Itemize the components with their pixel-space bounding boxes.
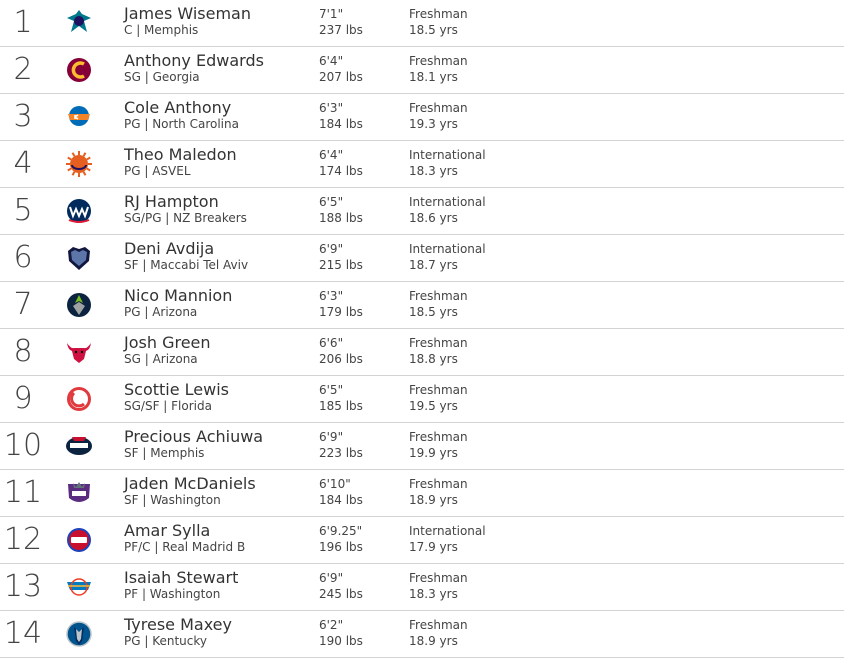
player-class: International [409, 242, 486, 256]
cavaliers-logo-icon [64, 55, 94, 85]
pick-number: 12 [3, 522, 43, 557]
pick-number: 3 [13, 99, 33, 134]
pick-number: 10 [3, 428, 43, 463]
player-age: 18.7 yrs [409, 258, 458, 272]
bulls-logo-icon [64, 337, 94, 367]
player-age: 19.5 yrs [409, 399, 458, 413]
pick-number: 5 [13, 193, 33, 228]
position-school: PF | Washington [124, 587, 221, 601]
player-age: 18.3 yrs [409, 587, 458, 601]
position-school: PF/C | Real Madrid B [124, 540, 246, 554]
weight: 215 lbs [319, 258, 363, 272]
height: 6'9" [319, 571, 344, 585]
draft-pick-row[interactable] [0, 282, 844, 329]
weight: 190 lbs [319, 634, 363, 648]
draft-pick-row[interactable] [0, 517, 844, 564]
mavericks-logo-icon [64, 619, 94, 649]
position-school: SG/PG | NZ Breakers [124, 211, 247, 225]
player-age: 19.3 yrs [409, 117, 458, 131]
player-name[interactable]: Nico Mannion [124, 286, 233, 305]
grizzlies-logo-icon [64, 243, 94, 273]
player-age: 18.9 yrs [409, 493, 458, 507]
draft-pick-row[interactable] [0, 0, 844, 47]
pick-number: 11 [3, 475, 43, 510]
draft-pick-row[interactable] [0, 423, 844, 470]
height: 6'4" [319, 54, 344, 68]
player-age: 17.9 yrs [409, 540, 458, 554]
draft-pick-row[interactable] [0, 47, 844, 94]
hornets-logo-icon [64, 8, 94, 38]
pistons-logo-icon [64, 525, 94, 555]
weight: 185 lbs [319, 399, 363, 413]
weight: 245 lbs [319, 587, 363, 601]
player-name[interactable]: RJ Hampton [124, 192, 219, 211]
height: 6'6" [319, 336, 344, 350]
height: 6'9.25" [319, 524, 363, 538]
weight: 188 lbs [319, 211, 363, 225]
height: 6'2" [319, 618, 344, 632]
player-age: 18.6 yrs [409, 211, 458, 225]
suns-logo-icon [64, 149, 94, 179]
pelicans-logo-icon [64, 431, 94, 461]
draft-pick-row[interactable] [0, 329, 844, 376]
player-class: Freshman [409, 289, 468, 303]
position-school: SG | Georgia [124, 70, 200, 84]
height: 7'1" [319, 7, 344, 21]
player-class: International [409, 195, 486, 209]
player-age: 18.5 yrs [409, 23, 458, 37]
height: 6'9" [319, 430, 344, 444]
knicks-logo-icon [64, 102, 94, 132]
position-school: SF | Maccabi Tel Aviv [124, 258, 249, 272]
player-name[interactable]: James Wiseman [124, 4, 251, 23]
weight: 206 lbs [319, 352, 363, 366]
player-age: 18.9 yrs [409, 634, 458, 648]
pick-number: 1 [13, 5, 33, 40]
draft-pick-row[interactable] [0, 94, 844, 141]
draft-pick-row[interactable] [0, 611, 844, 658]
draft-pick-row[interactable] [0, 188, 844, 235]
draft-pick-row[interactable] [0, 470, 844, 517]
player-class: Freshman [409, 571, 468, 585]
wizards-logo-icon [64, 196, 94, 226]
player-name[interactable]: Jaden McDaniels [124, 474, 256, 493]
pick-number: 8 [13, 334, 33, 369]
player-class: Freshman [409, 383, 468, 397]
player-age: 19.9 yrs [409, 446, 458, 460]
position-school: PG | North Carolina [124, 117, 239, 131]
position-school: SG/SF | Florida [124, 399, 212, 413]
player-age: 18.8 yrs [409, 352, 458, 366]
player-class: International [409, 524, 486, 538]
weight: 184 lbs [319, 117, 363, 131]
player-name[interactable]: Precious Achiuwa [124, 427, 264, 446]
timberwolves-logo-icon [64, 290, 94, 320]
weight: 196 lbs [319, 540, 363, 554]
player-name[interactable]: Theo Maledon [124, 145, 237, 164]
kings-logo-icon [64, 478, 94, 508]
position-school: PG | Kentucky [124, 634, 207, 648]
player-name[interactable]: Tyrese Maxey [124, 615, 232, 634]
pick-number: 6 [13, 240, 33, 275]
player-class: International [409, 148, 486, 162]
position-school: PG | Arizona [124, 305, 198, 319]
pick-number: 13 [3, 569, 43, 604]
player-name[interactable]: Josh Green [124, 333, 211, 352]
position-school: SG | Arizona [124, 352, 198, 366]
height: 6'10" [319, 477, 351, 491]
position-school: PG | ASVEL [124, 164, 191, 178]
player-class: Freshman [409, 7, 468, 21]
pick-number: 2 [13, 52, 33, 87]
player-class: Freshman [409, 336, 468, 350]
weight: 184 lbs [319, 493, 363, 507]
player-age: 18.1 yrs [409, 70, 458, 84]
player-name[interactable]: Scottie Lewis [124, 380, 230, 399]
draft-pick-row[interactable] [0, 141, 844, 188]
draft-pick-row[interactable] [0, 235, 844, 282]
player-name[interactable]: Amar Sylla [124, 521, 211, 540]
player-class: Freshman [409, 477, 468, 491]
player-age: 18.5 yrs [409, 305, 458, 319]
weight: 223 lbs [319, 446, 363, 460]
player-class: Freshman [409, 430, 468, 444]
player-name[interactable]: Cole Anthony [124, 98, 232, 117]
player-name[interactable]: Deni Avdija [124, 239, 215, 258]
player-name[interactable]: Isaiah Stewart [124, 568, 239, 587]
height: 6'5" [319, 383, 344, 397]
player-age: 18.3 yrs [409, 164, 458, 178]
weight: 179 lbs [319, 305, 363, 319]
height: 6'5" [319, 195, 344, 209]
height: 6'3" [319, 101, 344, 115]
position-school: C | Memphis [124, 23, 199, 37]
pick-number: 7 [13, 287, 33, 322]
pick-number: 14 [3, 616, 43, 651]
position-school: SF | Washington [124, 493, 221, 507]
pick-number: 9 [13, 381, 33, 416]
thunder-logo-icon [64, 572, 94, 602]
height: 6'9" [319, 242, 344, 256]
height: 6'3" [319, 289, 344, 303]
position-school: SF | Memphis [124, 446, 205, 460]
weight: 237 lbs [319, 23, 363, 37]
hawks-logo-icon [64, 384, 94, 414]
height: 6'4" [319, 148, 344, 162]
weight: 174 lbs [319, 164, 363, 178]
draft-pick-row[interactable] [0, 564, 844, 611]
pick-number: 4 [13, 146, 33, 181]
player-class: Freshman [409, 54, 468, 68]
draft-pick-row[interactable] [0, 376, 844, 423]
player-class: Freshman [409, 101, 468, 115]
weight: 207 lbs [319, 70, 363, 84]
player-name[interactable]: Anthony Edwards [124, 51, 264, 70]
player-class: Freshman [409, 618, 468, 632]
